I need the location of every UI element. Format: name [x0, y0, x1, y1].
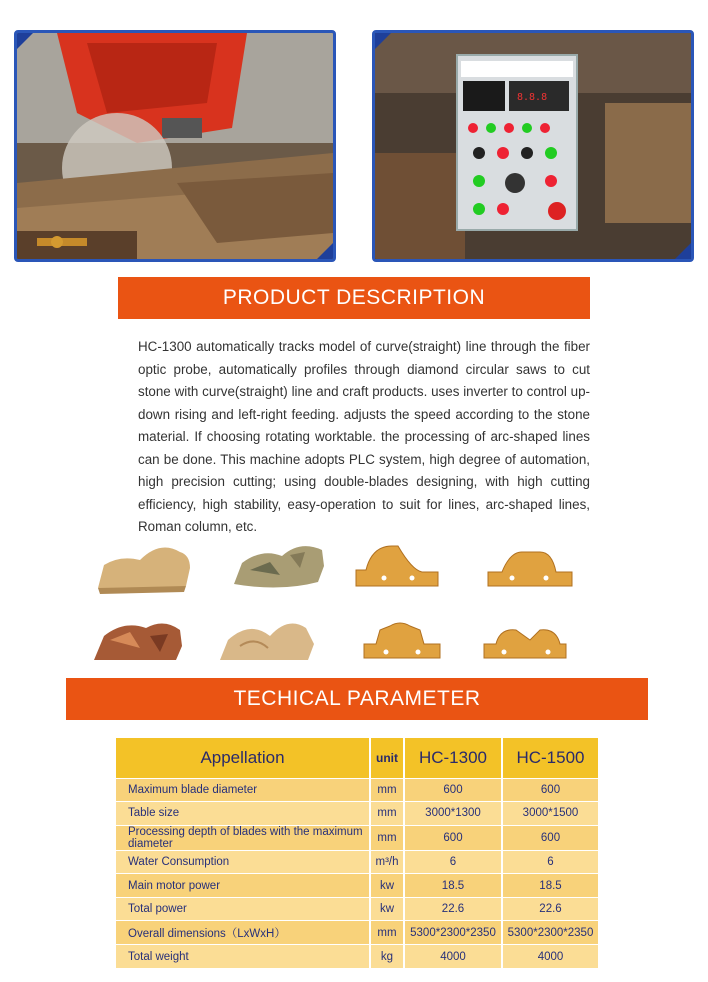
table-row: [116, 874, 598, 898]
param-hc1500-cell: 4000: [502, 945, 598, 969]
sample-profile-diagram: [356, 546, 438, 586]
table-row: [116, 850, 598, 874]
param-hc1300-cell: 4000: [404, 945, 502, 969]
frame-corner: [314, 240, 336, 262]
sample-stone-profile: [220, 624, 314, 661]
param-hc1300-cell: 22.6: [404, 897, 502, 921]
param-name-cell: Table size: [116, 802, 370, 826]
header-appellation: Appellation: [116, 738, 370, 778]
param-unit-cell: kw: [370, 874, 404, 898]
param-unit-cell: mm: [370, 825, 404, 850]
param-hc1500-cell: 22.6: [502, 897, 598, 921]
table-row: [116, 778, 598, 802]
table-row: [116, 945, 598, 969]
param-unit-cell: mm: [370, 802, 404, 826]
product-description-banner: [118, 277, 590, 319]
param-name-cell: Overall dimensions（LxWxH）: [116, 921, 370, 945]
param-hc1300-cell: 18.5: [404, 874, 502, 898]
param-unit-cell: mm: [370, 921, 404, 945]
sample-profile-diagram: [488, 552, 572, 586]
param-hc1500-cell: 3000*1500: [502, 802, 598, 826]
frame-corner: [672, 240, 694, 262]
param-hc1300-cell: 5300*2300*2350: [404, 921, 502, 945]
param-hc1300-cell: 3000*1300: [404, 802, 502, 826]
header-unit: unit: [370, 738, 404, 778]
table-row: [116, 825, 598, 850]
frame-corner: [372, 30, 394, 52]
param-name-cell: Total weight: [116, 945, 370, 969]
technical-parameter-banner: [66, 678, 648, 720]
svg-text:8.8.8: 8.8.8: [517, 92, 548, 103]
frame-corner: [14, 30, 36, 52]
param-hc1500-cell: 6: [502, 850, 598, 874]
control-panel-photo: [372, 30, 694, 262]
table-row: [116, 921, 598, 945]
param-hc1300-cell: 600: [404, 825, 502, 850]
param-hc1500-cell: 600: [502, 825, 598, 850]
param-hc1500-cell: 18.5: [502, 874, 598, 898]
header-hc1500: HC-1500: [502, 738, 598, 778]
param-unit-cell: m³/h: [370, 850, 404, 874]
cutting-photo: [14, 30, 336, 262]
param-unit-cell: mm: [370, 778, 404, 802]
param-name-cell: Water Consumption: [116, 850, 370, 874]
table-row: [116, 897, 598, 921]
sample-marble-profile: [94, 623, 182, 660]
parameter-table: [116, 738, 598, 968]
param-name-cell: Processing depth of blades with the maximum diameter: [116, 825, 370, 850]
technical-parameter-title: TECHICAL PARAMETER: [233, 687, 481, 710]
product-description-text: HC-1300 automatically tracks model of curve(straight) line through the fiber optic probe, automatically profiles through diamond circular saws to cut stone with curve(straight) line and craft products. uses inverter to control up-down rising and left-right feeding. adjusts the speed according to the stone material. If choosing rotating worktable. the processing of arc-shaped lines can be done. This machine adopts PLC system, high degree of automation, high precision cutting; using double-blades designing, with high cutting efficiency, high stability, easy-operation to suit for lines, arc-shaped lines, Roman column, etc.: [138, 339, 590, 534]
param-hc1300-cell: 600: [404, 778, 502, 802]
param-unit-cell: kg: [370, 945, 404, 969]
param-hc1300-cell: 6: [404, 850, 502, 874]
param-name-cell: Maximum blade diameter: [116, 778, 370, 802]
param-hc1500-cell: 600: [502, 778, 598, 802]
param-name-cell: Main motor power: [116, 874, 370, 898]
param-name-cell: Total power: [116, 897, 370, 921]
param-unit-cell: kw: [370, 897, 404, 921]
sample-profile-diagram: [364, 623, 440, 658]
product-description-title: PRODUCT DESCRIPTION: [222, 286, 486, 309]
sample-stone-profile: [98, 548, 190, 595]
param-hc1500-cell: 5300*2300*2350: [502, 921, 598, 945]
table-header-row: [116, 738, 598, 778]
table-row: [116, 802, 598, 826]
header-hc1300: HC-1300: [404, 738, 502, 778]
sample-granite-profile: [234, 546, 324, 587]
sample-profile-diagram: [484, 630, 566, 658]
